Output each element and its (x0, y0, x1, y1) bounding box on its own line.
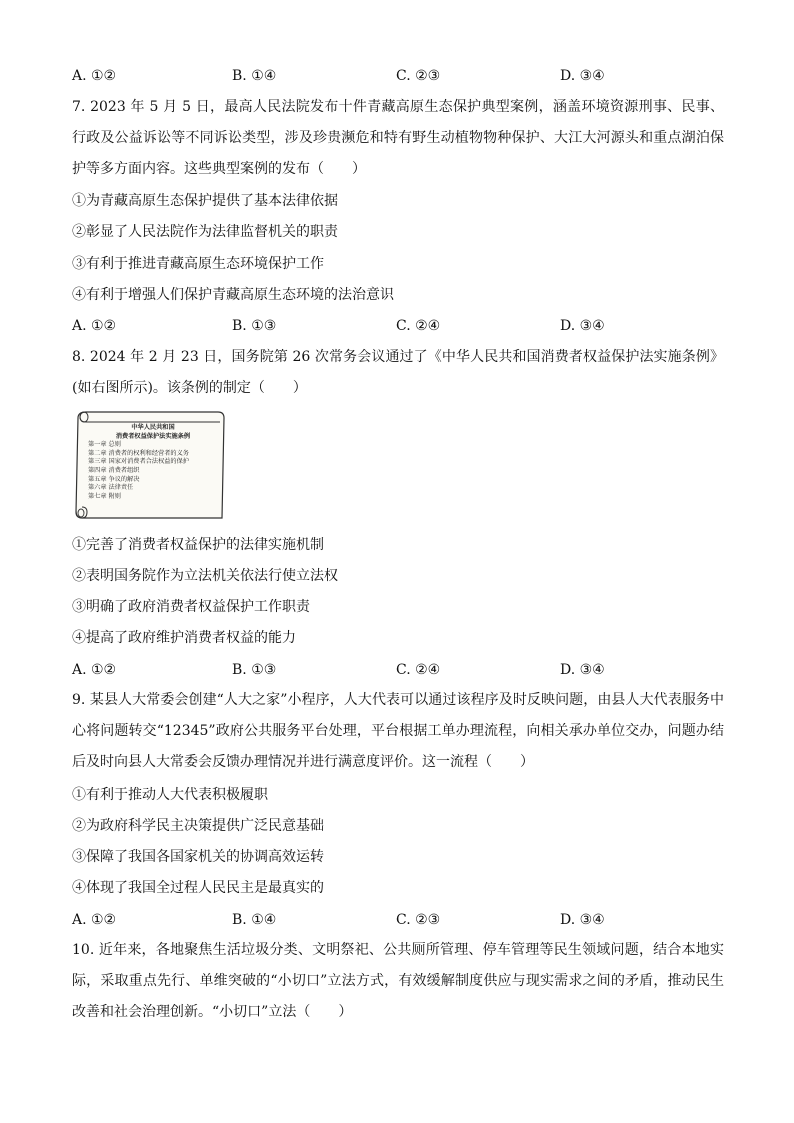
chapter-6: 第六章 法律责任 (88, 484, 134, 492)
q8-item-3: ③明确了政府消费者权益保护工作职责 (72, 599, 310, 615)
q7-option-a[interactable]: A. ①② (72, 318, 117, 334)
q8-item-1: ①完善了消费者权益保护的法律实施机制 (72, 537, 324, 553)
q6-option-c[interactable]: C. ②③ (396, 68, 441, 84)
q8-option-a[interactable]: A. ①② (72, 662, 117, 678)
q10-stem: 10. 近年来，各地聚焦生活垃圾分类、文明祭祀、公共厕所管理、停车管理等民生领域问题，结合本地实际，采取重点先行、单维突破的“小切口”立法方式，有效缓解制度供应与现实需求之间的矛盾，推动民生改善和社会治理创新。“小切口”立法（ ） (72, 942, 724, 1020)
q9-option-c[interactable]: C. ②③ (396, 912, 441, 928)
q6-option-a[interactable]: A. ①② (72, 68, 117, 84)
q7-item-3: ③有利于推进青藏高原生态环境保护工作 (72, 256, 324, 272)
q8-option-d[interactable]: D. ③④ (560, 662, 605, 678)
q8-options (72, 660, 732, 680)
q7-item-4: ④有利于增强人们保护青藏高原生态环境的法治意识 (72, 287, 394, 303)
regulation-scroll-figure (72, 406, 228, 524)
q8-item-4: ④提高了政府维护消费者权益的能力 (72, 630, 296, 646)
chapter-2: 第二章 消费者的权利和经营者的义务 (88, 449, 189, 457)
q9-item-4: ④体现了我国全过程人民民主是最真实的 (72, 880, 324, 896)
q8-stem: 8. 2024 年 2 月 23 日，国务院第 26 次常务会议通过了《中华人民共和国消费者权益保护法实施条例》(如右图所示)。该条例的制定（ ） (72, 349, 724, 396)
q9-item-1: ①有利于推动人大代表积极履职 (72, 787, 268, 803)
q7-stem: 7. 2023 年 5 月 5 日，最高人民法院发布十件青藏高原生态保护典型案例，涵盖环境资源刑事、民事、行政及公益诉讼等不同诉讼类型，涉及珍贵濒危和特有野生动植物物种保护、大江大河源头和重点湖泊保护等多方面内容。这些典型案例的发布（ ） (72, 99, 724, 177)
q9-option-b[interactable]: B. ①④ (232, 912, 277, 928)
chapter-7: 第七章 附则 (88, 492, 121, 500)
q6-options (72, 66, 732, 86)
q9-stem: 9. 某县人大常委会创建“人大之家”小程序，人大代表可以通过该程序及时反映问题，由县人大代表服务中心将问题转交“12345”政府公共服务平台处理，平台根据工单办理流程，向相关承办单位交办，问题办结后及时向县人大常委会反馈办理情况并进行满意度评价。这一流程（ ） (72, 692, 724, 770)
q8-item-2: ②表明国务院作为立法机关依法行使立法权 (72, 568, 338, 584)
q8-option-c[interactable]: C. ②④ (396, 662, 441, 678)
chapter-3: 第三章 国家对消费者合法权益的保护 (88, 458, 189, 466)
q6-option-d[interactable]: D. ③④ (560, 68, 605, 84)
q7-options (72, 316, 732, 336)
q9-option-a[interactable]: A. ①② (72, 912, 117, 928)
q7-item-1: ①为青藏高原生态保护提供了基本法律依据 (72, 193, 338, 209)
chapter-5: 第五章 争议的解决 (88, 475, 140, 483)
q9-options (72, 910, 732, 930)
q7-item-2: ②彰显了人民法院作为法律监督机关的职责 (72, 224, 338, 240)
q6-option-b[interactable]: B. ①④ (232, 68, 277, 84)
q7-option-b[interactable]: B. ①③ (232, 318, 277, 334)
q9-item-3: ③保障了我国各国家机关的协调高效运转 (72, 849, 324, 865)
scroll-contents (88, 424, 218, 501)
q9-option-d[interactable]: D. ③④ (560, 912, 605, 928)
q8-option-b[interactable]: B. ①③ (232, 662, 277, 678)
chapter-4: 第四章 消费者组织 (88, 466, 140, 474)
q7-option-d[interactable]: D. ③④ (560, 318, 605, 334)
scroll-title-1: 中华人民共和国 (131, 424, 175, 431)
q9-item-2: ②为政府科学民主决策提供广泛民意基础 (72, 818, 324, 834)
q7-option-c[interactable]: C. ②④ (396, 318, 441, 334)
scroll-title-2: 消费者权益保护法实施条例 (115, 432, 191, 440)
chapter-1: 第一章 总则 (88, 441, 121, 449)
